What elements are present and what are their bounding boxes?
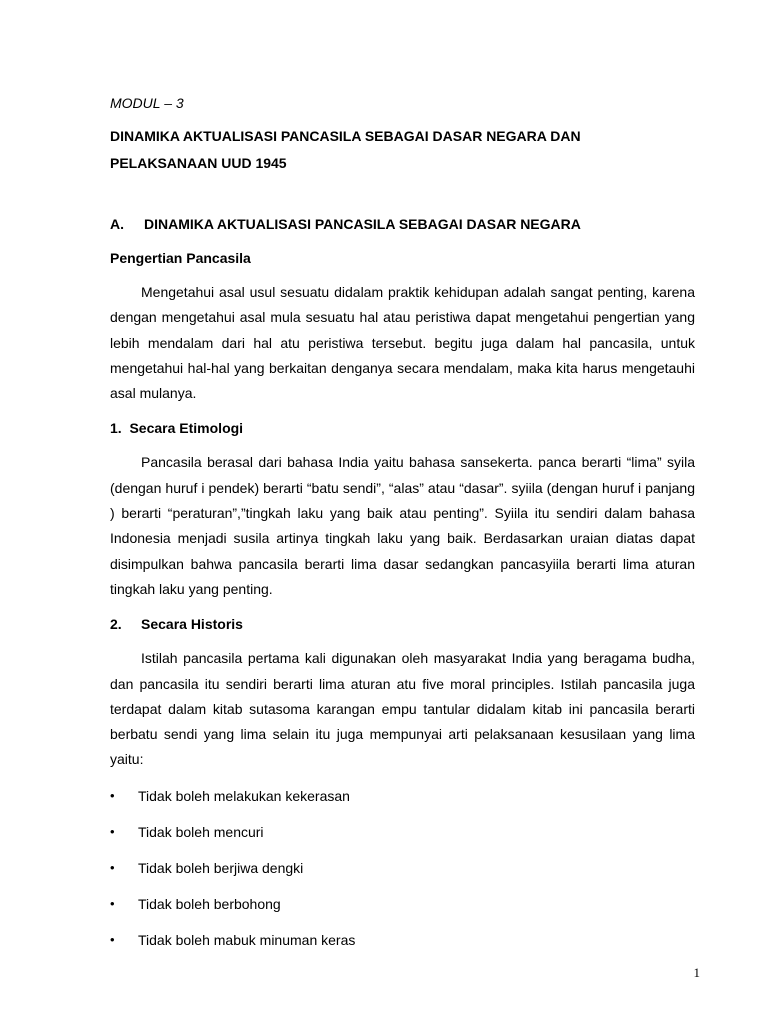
page-content <box>110 92 695 965</box>
module-label: MODUL – 3 <box>110 95 184 111</box>
historis-title: Secara Historis <box>141 616 243 633</box>
list-item <box>110 929 695 951</box>
section-a-letter: A. <box>110 216 124 232</box>
list-item-text: Tidak boleh mabuk minuman keras <box>138 931 356 948</box>
bullet-icon: • <box>110 895 115 911</box>
etimologi-paragraph: Pancasila berasal dari bahasa India yaitu bahasa sansekerta. panca berarti “lima” syila (dengan huruf i pendek) berarti “batu sendi”, “alas” atau “dasar”. syiila (dengan huruf i panjang ) berarti “peraturan”,”tingkah laku yang baik atau penting”. Syiila itu sendiri dalam bahasa Indonesia menjadi susila artinya tingkah laku yang baik. Berdasarkan uraian diatas dapat disimpulkan bahwa pancasila berarti lima dasar sedangkan pancasyiila berarti lima aturan tingkah laku yang penting. <box>110 454 695 597</box>
etimologi-number: 1. <box>110 420 130 437</box>
bullet-icon: • <box>110 859 115 875</box>
pengertian-paragraph: Mengetahui asal usul sesuatu didalam praktik kehidupan adalah sangat penting, karena dengan mengetahui asal mula sesuatu hal atau peristiwa dapat mengetahui pengertian yang lebih mendalam dari hal atu peristiwa tersebut. begitu juga dalam hal pancasila, untuk mengetahui hal-hal yang berkaitan denganya secara mendalam, maka kita harus mengetauhi asal mulanya. <box>110 284 695 402</box>
list-item <box>110 857 695 879</box>
list-item-text: Tidak boleh melakukan kekerasan <box>138 787 350 804</box>
section-a-heading <box>110 213 695 235</box>
bullet-icon: • <box>110 931 115 947</box>
historis-paragraph: Istilah pancasila pertama kali digunakan oleh masyarakat India yang beragama budha, dan pancasila itu sendiri berarti lima aturan atu five moral principles. Istilah pancasila juga terdapat dalam kitab sutasoma karangan empu tantular didalam kitab ini pancasila berarti berbatu sendi yang lima selain itu juga mempunyai arti pelaksanaan kesusilaan yang lima yaitu: <box>110 650 695 768</box>
list-item <box>110 785 695 807</box>
etimologi-heading <box>110 417 695 439</box>
bullet-icon: • <box>110 823 115 839</box>
bullet-icon: • <box>110 787 115 803</box>
etimologi-title: Secara Etimologi <box>129 420 244 437</box>
list-item-text: Tidak boleh mencuri <box>138 823 264 840</box>
list-item <box>110 893 695 915</box>
document-title <box>110 123 695 177</box>
list-item-text: Tidak boleh berbohong <box>138 895 281 912</box>
historis-heading <box>110 613 695 635</box>
moral-principles-list <box>110 785 695 951</box>
section-a-title: DINAMIKA AKTUALISASI PANCASILA SEBAGAI DASAR NEGARA <box>144 216 581 232</box>
list-item-text: Tidak boleh berjiwa dengki <box>138 859 304 876</box>
list-item <box>110 821 695 843</box>
document-title-line-1: DINAMIKA AKTUALISASI PANCASILA SEBAGAI DASAR NEGARA DAN <box>110 128 581 144</box>
page-number: 1 <box>693 965 700 980</box>
pengertian-heading: Pengertian Pancasila <box>110 250 251 266</box>
historis-number: 2. <box>110 616 122 633</box>
document-title-line-2: PELAKSANAAN UUD 1945 <box>110 155 287 171</box>
